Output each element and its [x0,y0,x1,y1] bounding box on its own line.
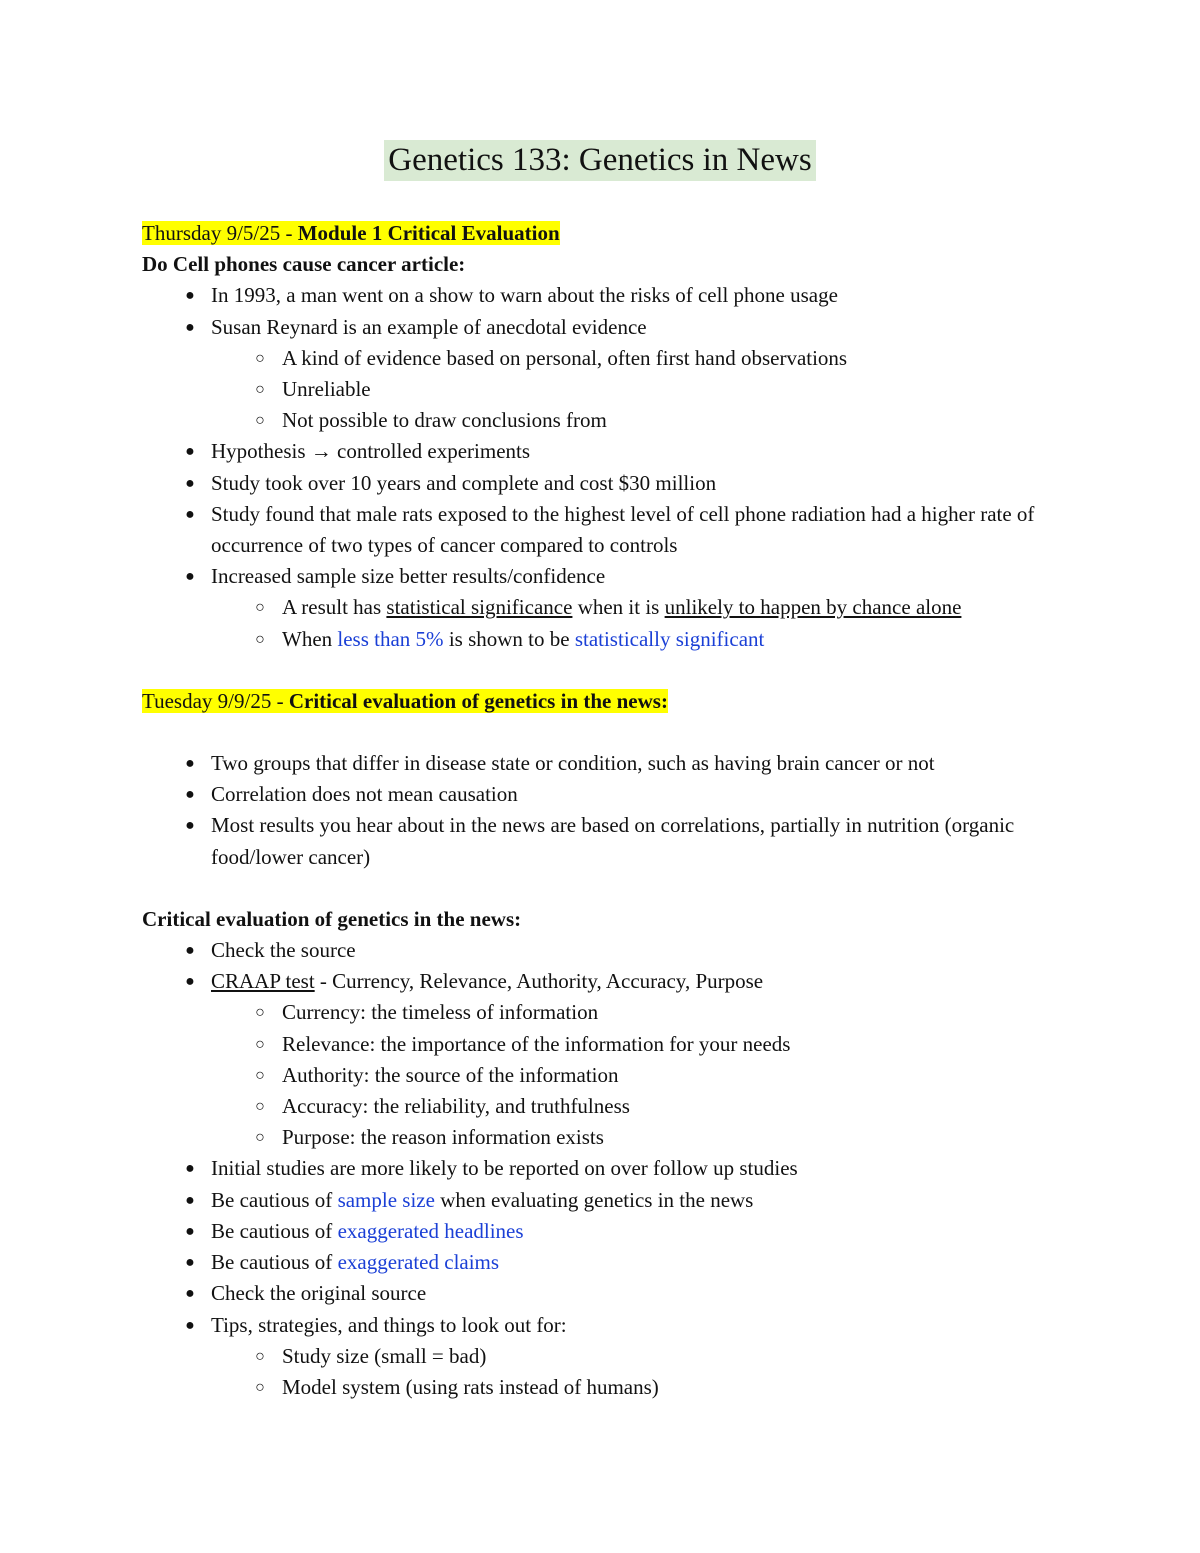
list-item: ● Be cautious of exaggerated headlines [142,1216,1062,1247]
section3-heading: Critical evaluation of genetics in the news: [142,906,522,931]
hollow-bullet-icon: ○ [255,1347,265,1365]
notes-body [142,218,1062,1403]
hollow-bullet-icon: ○ [255,599,265,617]
blue-term: sample size [337,1187,435,1212]
hollow-bullet-icon: ○ [255,1129,265,1147]
title-wrap [0,140,1200,181]
list-item: ● Initial studies are more likely to be reported on over follow up studies [142,1153,1062,1184]
blue-term: statistically significant [574,626,765,651]
section1-heading [142,218,1062,249]
bullet-icon: ● [185,786,195,804]
list-item: ● Be cautious of exaggerated claims [142,1247,1062,1278]
section1-date: Thursday 9/5/25 - [142,221,298,245]
bullet-icon: ● [185,817,195,835]
sublist-item: ○ A kind of evidence based on personal, often first hand observations [142,343,1062,374]
hollow-bullet-icon: ○ [255,1098,265,1116]
hollow-bullet-icon: ○ [255,1035,265,1053]
hollow-bullet-icon: ○ [255,412,265,430]
bullet-icon: ● [185,1316,195,1334]
sublist [211,1341,1062,1403]
bullet-icon: ● [185,1222,195,1240]
spacer [142,717,1062,748]
blue-term: less than 5% [337,626,444,651]
sublist-item: ○ Currency: the timeless of information [142,997,1062,1028]
hollow-bullet-icon: ○ [255,381,265,399]
hollow-bullet-icon: ○ [255,630,265,648]
list-item: ● Study took over 10 years and complete and cost $30 million [142,468,1062,499]
list-item: ● CRAAP test - Currency, Relevance, Authority, Accuracy, Purpose ○ Currency: the timeless of information ○ Relevance: the importance of the information for your needs ○ Authority: the source of the information ○ Accuracy: the reliability, and truthfulness ○ Purpose: the reason information exists [142,966,1062,1153]
sublist-item: ○ Study size (small = bad) [142,1341,1062,1372]
sublist-item: ○ Purpose: the reason information exists [142,1122,1062,1153]
section1-topic: Module 1 Critical Evaluation [297,221,560,245]
hollow-bullet-icon: ○ [255,1066,265,1084]
bullet-icon: ● [185,1254,195,1272]
bullet-icon: ● [185,1285,195,1303]
page-title: Genetics 133: Genetics in News [384,140,815,181]
sublist [211,592,1062,654]
bullet-icon: ● [185,1191,195,1209]
bullet-icon: ● [185,474,195,492]
sublist-item: ○ Unreliable [142,374,1062,405]
sublist-item: ○ Relevance: the importance of the information for your needs [142,1029,1062,1060]
sublist-item: ○ A result has statistical significance when it is unlikely to happen by chance alone [142,592,1062,623]
bullet-icon: ● [185,505,195,523]
list-item: ● Susan Reynard is an example of anecdotal evidence ○ A kind of evidence based on personal, often first hand observations ○ Unreliable ○ Not possible to draw conclusions from [142,312,1062,437]
section3-list [142,935,1062,1403]
underlined-term: CRAAP test [211,969,315,994]
bullet-icon: ● [185,942,195,960]
spacer [142,873,1062,904]
section2-date: Tuesday 9/9/25 - [142,688,289,713]
list-item: ● Increased sample size better results/confidence ○ A result has statistical significance when it is unlikely to happen by chance alone ○ When less than 5% is shown to be statistically significant [142,561,1062,655]
sublist [211,343,1062,437]
sublist-item: ○ When less than 5% is shown to be statistically significant [142,624,1062,655]
bullet-icon: ● [185,443,195,461]
list-item: ● Correlation does not mean causation [142,779,1062,810]
hollow-bullet-icon: ○ [255,1004,265,1022]
sublist-item: ○ Authority: the source of the information [142,1060,1062,1091]
section2-heading [142,686,1062,717]
list-item: ● Check the original source [142,1278,1062,1309]
bullet-icon: ● [185,1160,195,1178]
hollow-bullet-icon: ○ [255,1378,265,1396]
bullet-icon: ● [185,973,195,991]
bullet-icon: ● [185,318,195,336]
list-item: ● Two groups that differ in disease state or condition, such as having brain cancer or not [142,748,1062,779]
section1-subheading: Do Cell phones cause cancer article: [142,252,466,277]
section2-topic: Critical evaluation of genetics in the news: [288,688,668,713]
list-item: ● In 1993, a man went on a show to warn about the risks of cell phone usage [142,280,1062,311]
list-item: ● Hypothesis → controlled experiments [142,436,1062,467]
hollow-bullet-icon: ○ [255,349,265,367]
bullet-icon: ● [185,568,195,586]
list-item: ● Study found that male rats exposed to the highest level of cell phone radiation had a higher rate of occurrence of two types of cancer compared to controls [142,499,1062,561]
list-item: ● Most results you hear about in the news are based on correlations, partially in nutrition (organic food/lower cancer) [142,810,1062,872]
list-item: ● Check the source [142,935,1062,966]
bullet-icon: ● [185,287,195,305]
list-item: ● Be cautious of sample size when evaluating genetics in the news [142,1185,1062,1216]
bullet-icon: ● [185,755,195,773]
underlined-phrase: unlikely to happen by chance alone [664,595,962,620]
sublist [211,997,1062,1153]
sublist-item: ○ Model system (using rats instead of humans) [142,1372,1062,1403]
blue-term: exaggerated headlines [337,1218,524,1243]
underlined-term: statistical significance [386,595,573,620]
sublist-item: ○ Accuracy: the reliability, and truthfulness [142,1091,1062,1122]
sublist-item: ○ Not possible to draw conclusions from [142,405,1062,436]
blue-term: exaggerated claims [337,1250,500,1275]
section1-list [142,280,1062,654]
section2-list [142,748,1062,873]
spacer [142,655,1062,686]
list-item: ● Tips, strategies, and things to look out for: ○ Study size (small = bad) ○ Model system (using rats instead of humans) [142,1310,1062,1404]
